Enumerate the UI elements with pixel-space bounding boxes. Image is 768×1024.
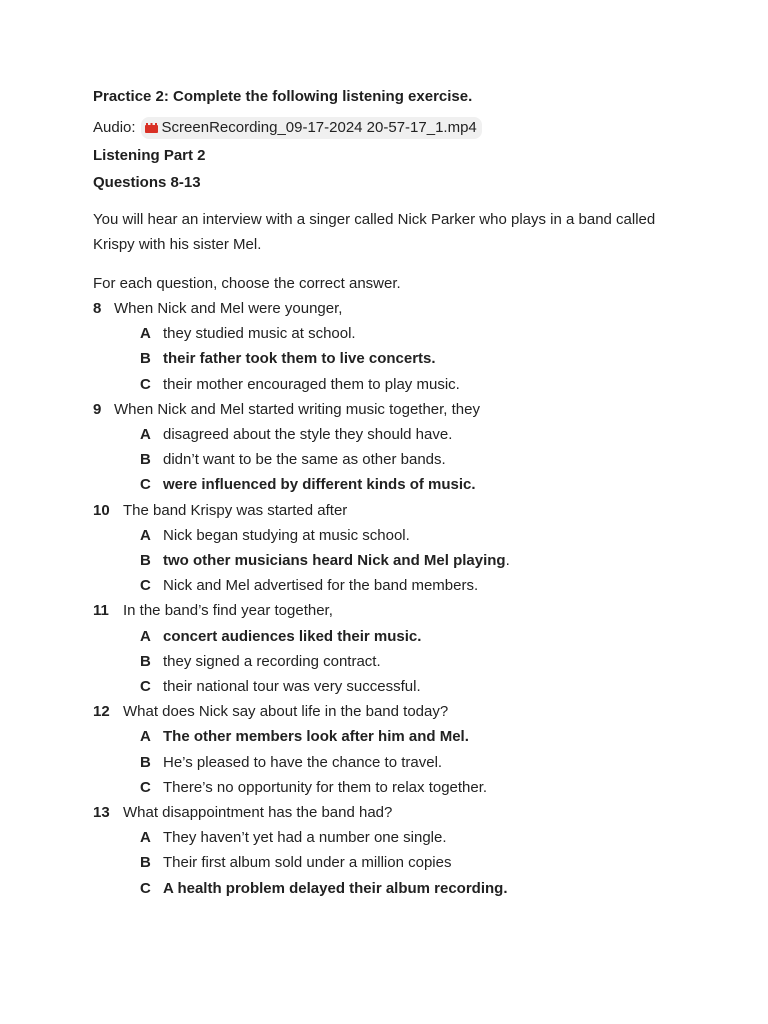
option-letter: C [140,577,151,595]
option-11c [93,674,733,699]
option-letter: C [140,678,151,696]
option-11b [93,649,733,674]
option-10a [93,523,733,548]
option-letter: A [140,728,151,746]
question-stem: When Nick and Mel started writing music together, they [114,400,480,418]
audio-file-chip[interactable] [141,117,482,139]
option-letter: C [140,476,151,494]
option-letter: B [140,451,151,469]
option-9b [93,447,733,472]
option-text: their mother encouraged them to play music. [163,375,460,393]
option-letter: C [140,778,151,796]
question-number: 12 [93,703,110,721]
option-13c [93,876,733,901]
instruction-text: For each question, choose the correct answer. [93,275,401,292]
option-letter: B [140,753,151,771]
option-text: Nick and Mel advertised for the band members. [163,577,479,595]
option-text: He’s pleased to have the chance to travel. [163,753,443,771]
question-13 [93,800,733,825]
question-number: 10 [93,501,110,519]
option-text-answer: were influenced by different kinds of music. [163,476,476,494]
option-text-tail: . [505,552,510,570]
option-letter: B [140,652,151,670]
question-number: 9 [93,400,102,418]
question-stem: What does Nick say about life in the band today? [123,703,449,721]
option-letter: C [140,879,151,897]
option-12a [93,724,733,749]
option-12b [93,750,733,775]
document-page [93,86,733,901]
option-13b [93,850,733,875]
question-list [93,296,733,901]
question-11 [93,598,733,623]
option-text: they studied music at school. [163,325,356,343]
option-text: disagreed about the style they should have. [163,426,453,444]
option-letter: B [140,552,151,570]
option-letter: A [140,426,151,444]
option-text-answer: two other musicians heard Nick and Mel playing [163,552,506,570]
part-title: Listening Part 2 [93,147,206,164]
question-9 [93,397,733,422]
question-stem: In the band’s find year together, [123,602,333,620]
question-number: 8 [93,300,102,317]
question-10 [93,498,733,523]
audio-line [93,116,733,140]
question-stem: When Nick and Mel were younger, [114,300,343,317]
option-8c [93,372,733,397]
option-text: their national tour was very successful. [163,678,421,696]
option-8b [93,346,733,371]
option-9a [93,422,733,447]
option-text-answer: A health problem delayed their album recording. [163,879,508,897]
option-8a [93,321,733,346]
option-text: They haven’t yet had a number one single. [163,829,447,847]
option-13a [93,825,733,850]
question-12 [93,699,733,724]
option-10c [93,573,733,598]
option-text: Nick began studying at music school. [163,526,410,544]
option-text: they signed a recording contract. [163,652,381,670]
audio-file-name: ScreenRecording_09-17-2024 20-57-17_1.mp4 [161,119,477,136]
option-text: didn’t want to be the same as other bands. [163,451,446,469]
option-9c [93,472,733,497]
option-letter: A [140,627,151,645]
option-text-answer: their father took them to live concerts. [163,350,436,368]
questions-range: Questions 8-13 [93,174,201,191]
option-12c [93,775,733,800]
question-stem: The band Krispy was started after [123,501,348,519]
intro-paragraph: You will hear an interview with a singer called Nick Parker who plays in a band called Krispy with his sister Mel. [93,211,656,253]
option-letter: A [140,526,151,544]
question-number: 13 [93,804,110,822]
option-letter: B [140,854,151,872]
option-11a [93,624,733,649]
question-8 [93,296,733,321]
option-text-answer: The other members look after him and Mel. [163,728,469,746]
option-text-answer: concert audiences liked their music. [163,627,422,645]
option-letter: A [140,829,151,847]
option-letter: B [140,350,151,368]
film-icon [145,123,158,133]
option-text: There’s no opportunity for them to relax together. [163,778,488,796]
option-letter: C [140,375,151,393]
audio-label: Audio: [93,119,136,136]
option-letter: A [140,325,151,343]
option-10b [93,548,733,573]
question-number: 11 [93,602,109,620]
practice-title: Practice 2: Complete the following listening exercise. [93,88,473,105]
question-stem: What disappointment has the band had? [123,804,393,822]
option-text: Their first album sold under a million copies [163,854,452,872]
